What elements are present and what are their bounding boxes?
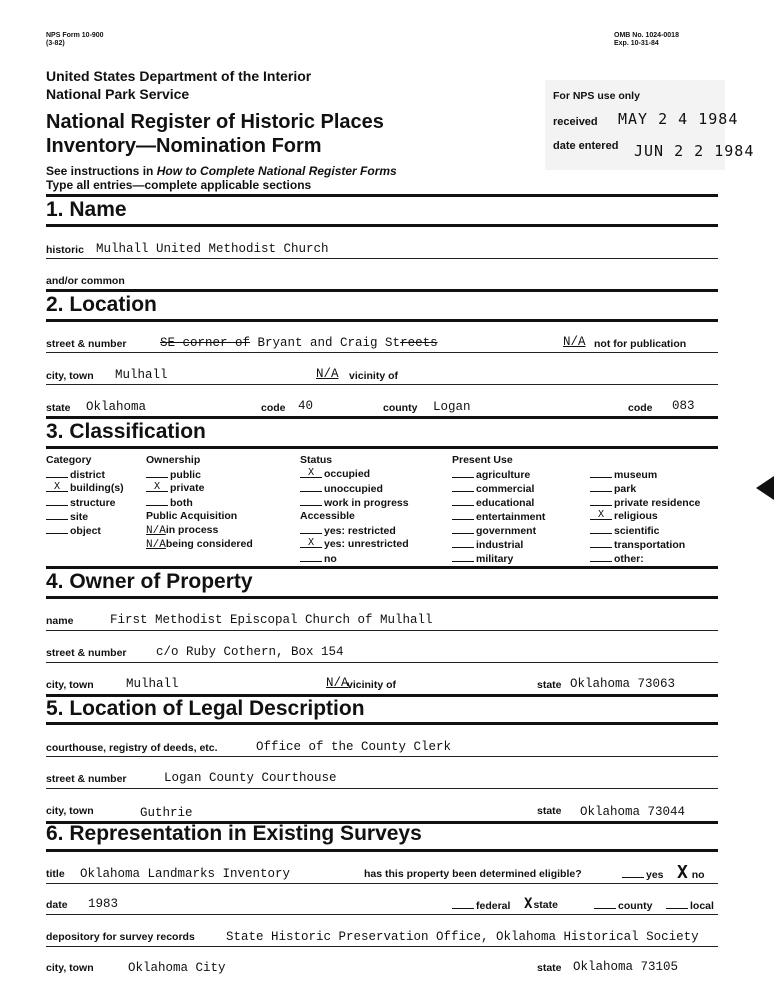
acquisition-option[interactable]: N/Abeing considered — [146, 538, 253, 551]
section-rule — [46, 446, 718, 449]
section-rule — [46, 319, 718, 322]
county-value: Logan — [433, 400, 471, 414]
ownership-option[interactable]: both — [146, 496, 193, 509]
section-3-heading: 3. Classification — [46, 420, 206, 443]
state-value: Oklahoma — [86, 400, 147, 414]
line — [46, 756, 718, 757]
date-entered-stamp: JUN 2 2 1984 — [634, 142, 755, 160]
section-4-heading: 4. Owner of Property — [46, 570, 253, 593]
publication-value: N/A — [563, 335, 586, 349]
category-option[interactable]: site — [46, 510, 88, 523]
eligible-no-option[interactable]: X no — [677, 862, 705, 883]
legal-street-value: Logan County Courthouse — [164, 771, 337, 785]
line — [46, 914, 718, 915]
owner-city-value: Mulhall — [126, 677, 179, 691]
vicinity-value: N/A — [316, 367, 339, 381]
form-title-line1: National Register of Historic Places — [46, 111, 384, 133]
scan-mark — [756, 476, 774, 500]
section-2-heading: 2. Location — [46, 293, 157, 316]
use-option[interactable]: agriculture — [452, 468, 530, 481]
use-option[interactable]: scientific — [590, 524, 660, 537]
line — [46, 946, 718, 947]
line — [46, 630, 718, 631]
service: National Park Service — [46, 86, 190, 102]
legal-state-label: state — [537, 805, 562, 817]
section-rule — [46, 566, 718, 569]
survey-date-label: date — [46, 899, 68, 911]
line — [46, 258, 718, 259]
omb-number: OMB No. 1024-0018 — [614, 32, 679, 39]
received-label: received — [553, 116, 598, 128]
survey-city-value: Oklahoma City — [128, 961, 226, 975]
present-use-header: Present Use — [452, 454, 513, 466]
use-option[interactable]: entertainment — [452, 510, 545, 523]
ownership-header: Ownership — [146, 454, 201, 466]
city-label: city, town — [46, 370, 94, 382]
historic-value: Mulhall United Methodist Church — [96, 242, 329, 256]
date-entered-label: date entered — [553, 140, 619, 152]
section-1-heading: 1. Name — [46, 198, 127, 221]
state-survey-option[interactable]: Xstate — [524, 896, 558, 912]
use-option[interactable]: educational — [452, 496, 534, 509]
category-option[interactable]: object — [46, 524, 101, 537]
acquisition-header: Public Acquisition — [146, 510, 238, 522]
use-option[interactable]: museum — [590, 468, 657, 481]
street-label: street & number — [46, 338, 127, 350]
accessible-option[interactable]: yes: restricted — [300, 524, 396, 537]
category-header: Category — [46, 454, 92, 466]
owner-city-label: city, town — [46, 679, 94, 691]
legal-city-value: Guthrie — [140, 806, 193, 820]
accessible-option[interactable]: no — [300, 552, 337, 565]
owner-name-label: name — [46, 615, 74, 627]
expiration: Exp. 10-31-84 — [614, 40, 659, 47]
owner-vicinity-value: N/A — [326, 676, 349, 690]
category-option[interactable]: district — [46, 468, 105, 481]
category-option[interactable]: X building(s) — [46, 482, 124, 494]
use-option[interactable]: commercial — [452, 482, 534, 495]
county-code-value: 083 — [672, 399, 695, 413]
local-survey-option[interactable]: local — [666, 899, 714, 912]
use-option[interactable]: transportation — [590, 538, 685, 551]
nps-use-header: For NPS use only — [553, 90, 640, 102]
category-option[interactable]: structure — [46, 496, 116, 509]
eligible-label: has this property been determined eligible? — [364, 868, 582, 880]
common-label: and/or common — [46, 275, 125, 287]
section-rule — [46, 849, 718, 852]
status-option[interactable]: unoccupied — [300, 482, 383, 495]
county-code-label: code — [628, 402, 653, 414]
accessible-header: Accessible — [300, 510, 355, 522]
instructions-line2: Type all entries—complete applicable sections — [46, 178, 312, 192]
use-option[interactable]: government — [452, 524, 536, 537]
use-option[interactable]: industrial — [452, 538, 523, 551]
instructions-line1: See instructions in How to Complete National Register Forms — [46, 164, 397, 178]
legal-state-value: Oklahoma 73044 — [580, 805, 686, 819]
legal-street-label: street & number — [46, 773, 127, 785]
depository-label: depository for survey records — [46, 931, 195, 943]
county-survey-option[interactable]: county — [594, 899, 652, 912]
status-option[interactable]: work in progress — [300, 496, 409, 509]
county-label: county — [383, 402, 418, 414]
owner-vicinity-label: vicinity of — [347, 679, 397, 691]
line — [46, 384, 718, 385]
section-rule — [46, 722, 718, 725]
line — [46, 788, 718, 789]
section-rule — [46, 416, 718, 419]
owner-street-value: c/o Ruby Cothern, Box 154 — [156, 645, 344, 659]
owner-street-label: street & number — [46, 647, 127, 659]
section-rule — [46, 194, 718, 197]
department: United States Department of the Interior — [46, 68, 312, 84]
use-option[interactable]: park — [590, 482, 636, 495]
depository-value: State Historic Preservation Office, Oklahoma Historical Society — [226, 930, 699, 944]
courthouse-value: Office of the County Clerk — [256, 740, 452, 754]
line — [46, 883, 718, 884]
survey-title-label: title — [46, 868, 65, 880]
not-for-publication-label: not for publication — [594, 338, 687, 350]
status-option[interactable]: X occupied — [300, 468, 370, 480]
received-stamp: MAY 2 4 1984 — [618, 110, 739, 128]
courthouse-label: courthouse, registry of deeds, etc. — [46, 742, 218, 754]
section-6-heading: 6. Representation in Existing Surveys — [46, 822, 422, 845]
owner-state-value: Oklahoma 73063 — [570, 677, 676, 691]
section-rule — [46, 596, 718, 599]
owner-state-label: state — [537, 679, 562, 691]
state-label: state — [46, 402, 71, 414]
section-rule — [46, 224, 718, 227]
street-value: SE corner of Bryant and Craig Streets — [160, 336, 438, 350]
section-rule — [46, 289, 718, 292]
vicinity-label: vicinity of — [349, 370, 399, 382]
section-5-heading: 5. Location of Legal Description — [46, 697, 365, 720]
legal-city-label: city, town — [46, 805, 94, 817]
city-value: Mulhall — [115, 368, 168, 382]
use-option[interactable]: military — [452, 552, 513, 565]
historic-label: historic — [46, 244, 84, 256]
survey-state-value: Oklahoma 73105 — [573, 960, 679, 974]
owner-name-value: First Methodist Episcopal Church of Mulhall — [110, 613, 433, 627]
survey-state-label: state — [537, 962, 562, 974]
accessible-option[interactable]: X yes: unrestricted — [300, 538, 409, 550]
federal-option[interactable]: federal — [452, 899, 510, 912]
use-option[interactable]: private residence — [590, 496, 700, 509]
ownership-option[interactable]: X private — [146, 482, 204, 494]
survey-title-value: Oklahoma Landmarks Inventory — [80, 867, 291, 881]
use-option[interactable]: X religious — [590, 510, 658, 522]
form-title-line2: Inventory—Nomination Form — [46, 135, 322, 157]
line — [46, 662, 718, 663]
eligible-yes-option[interactable]: yes — [622, 868, 664, 881]
survey-date-value: 1983 — [88, 897, 119, 911]
ownership-option[interactable]: public — [146, 468, 201, 481]
code-label: code — [261, 402, 286, 414]
code-value: 40 — [298, 399, 314, 413]
form-number: NPS Form 10-900 — [46, 32, 104, 39]
form-revision: (3-82) — [46, 40, 65, 47]
status-header: Status — [300, 454, 333, 466]
acquisition-option[interactable]: N/Ain process — [146, 524, 219, 537]
use-option[interactable]: other: — [590, 552, 644, 565]
line — [46, 352, 718, 353]
survey-city-label: city, town — [46, 962, 94, 974]
